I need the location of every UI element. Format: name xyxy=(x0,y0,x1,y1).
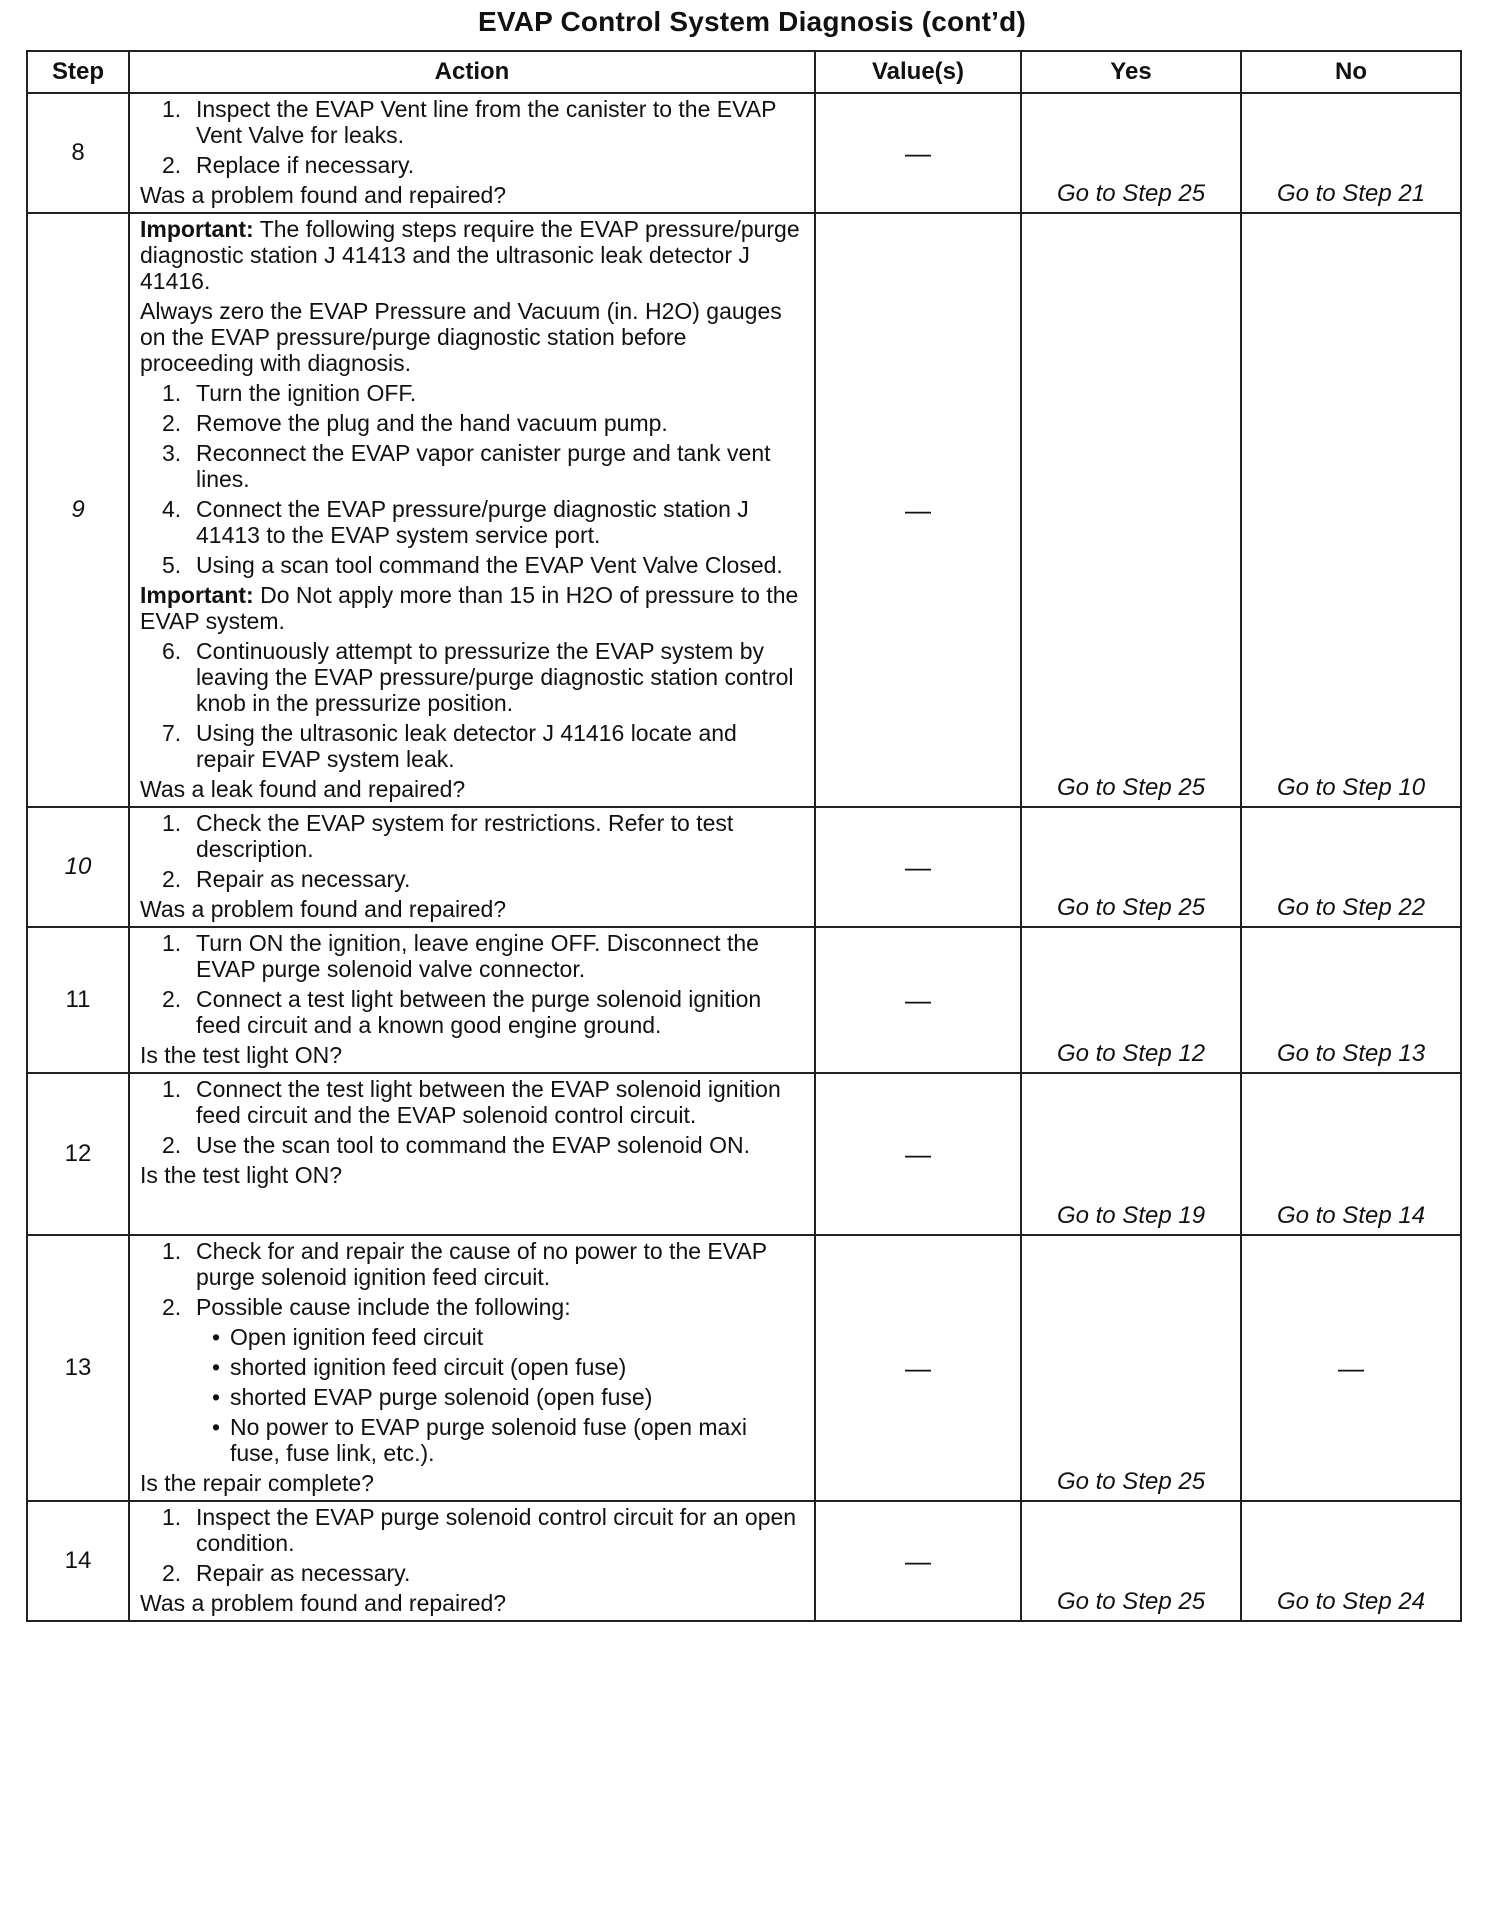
list-item xyxy=(140,152,802,178)
numbered-list xyxy=(140,930,802,1038)
yes-cell: Go to Step 19 xyxy=(1021,1073,1241,1235)
action-cell xyxy=(129,213,815,807)
question-text: Is the test light ON? xyxy=(140,1162,342,1188)
item-number: 7. xyxy=(162,720,182,746)
list-item xyxy=(140,552,802,578)
header-yes: Yes xyxy=(1021,51,1241,93)
question-text: Is the repair complete? xyxy=(140,1470,374,1496)
bullet-icon: • xyxy=(212,1324,221,1350)
instruction-paragraph xyxy=(140,298,802,376)
yes-cell: Go to Step 12 xyxy=(1021,927,1241,1073)
table-body xyxy=(27,93,1461,1621)
bullet-item xyxy=(196,1414,802,1466)
item-text: Possible cause include the following: xyxy=(196,1294,571,1320)
bullet-item xyxy=(196,1384,802,1410)
item-number: 2. xyxy=(162,1132,182,1158)
list-item xyxy=(140,930,802,982)
item-number: 1. xyxy=(162,380,182,406)
item-number: 2. xyxy=(162,1560,182,1586)
yes-cell: Go to Step 25 xyxy=(1021,807,1241,927)
item-number: 1. xyxy=(162,1504,182,1530)
yes-cell: Go to Step 25 xyxy=(1021,93,1241,213)
step-number: 8 xyxy=(27,93,129,213)
header-values: Value(s) xyxy=(815,51,1021,93)
value-cell: — xyxy=(815,807,1021,927)
list-item xyxy=(140,638,802,716)
list-item xyxy=(140,1504,802,1556)
item-number: 1. xyxy=(162,930,182,956)
numbered-list xyxy=(140,638,802,772)
table-row xyxy=(27,1235,1461,1501)
bullet-text: shorted ignition feed circuit (open fuse) xyxy=(230,1354,627,1380)
list-item xyxy=(140,440,802,492)
bullet-text: No power to EVAP purge solenoid fuse (open maxi fuse, fuse link, etc.). xyxy=(230,1414,747,1466)
list-item xyxy=(140,986,802,1038)
question-text: Is the test light ON? xyxy=(140,1042,342,1068)
important-label: Important: xyxy=(140,216,254,242)
item-number: 1. xyxy=(162,96,182,122)
item-text: Connect a test light between the purge solenoid ignition feed circuit and a known good engine ground. xyxy=(196,986,762,1038)
item-number: 2. xyxy=(162,152,182,178)
table-row xyxy=(27,1073,1461,1235)
item-number: 5. xyxy=(162,552,182,578)
table-row xyxy=(27,807,1461,927)
item-text: Replace if necessary. xyxy=(196,152,415,178)
yes-cell: Go to Step 25 xyxy=(1021,1235,1241,1501)
bullet-icon: • xyxy=(212,1384,221,1410)
no-cell: Go to Step 10 xyxy=(1241,213,1461,807)
action-cell xyxy=(129,1235,815,1501)
table-row xyxy=(27,93,1461,213)
list-item xyxy=(140,380,802,406)
numbered-list xyxy=(140,96,802,178)
item-text: Check for and repair the cause of no power to the EVAP purge solenoid ignition feed circuit. xyxy=(196,1238,767,1290)
item-text: Using a scan tool command the EVAP Vent Valve Closed. xyxy=(196,552,783,578)
action-cell xyxy=(129,1501,815,1621)
table-row xyxy=(27,213,1461,807)
step-number: 11 xyxy=(27,927,129,1073)
no-cell: Go to Step 14 xyxy=(1241,1073,1461,1235)
item-number: 2. xyxy=(162,1294,182,1320)
list-item xyxy=(140,1560,802,1586)
bullet-text: Open ignition feed circuit xyxy=(230,1324,484,1350)
action-cell xyxy=(129,93,815,213)
action-cell xyxy=(129,1073,815,1235)
item-text: Check the EVAP system for restrictions. Refer to test description. xyxy=(196,810,734,862)
bullet-icon: • xyxy=(212,1354,221,1380)
bullet-item xyxy=(196,1324,802,1350)
step-number: 12 xyxy=(27,1073,129,1235)
list-item xyxy=(140,866,802,892)
item-number: 1. xyxy=(162,1238,182,1264)
value-cell: — xyxy=(815,927,1021,1073)
header-action: Action xyxy=(129,51,815,93)
item-text: Repair as necessary. xyxy=(196,866,411,892)
no-cell: Go to Step 13 xyxy=(1241,927,1461,1073)
list-item xyxy=(140,496,802,548)
item-text: Turn ON the ignition, leave engine OFF. Disconnect the EVAP purge solenoid valve connector. xyxy=(196,930,759,982)
table-row xyxy=(27,927,1461,1073)
item-number: 1. xyxy=(162,1076,182,1102)
no-cell: Go to Step 22 xyxy=(1241,807,1461,927)
item-text: Turn the ignition OFF. xyxy=(196,380,417,406)
bullet-item xyxy=(196,1354,802,1380)
list-item xyxy=(140,1132,802,1158)
item-text: Connect the EVAP pressure/purge diagnostic station J 41413 to the EVAP system service port. xyxy=(196,496,749,548)
item-text: Inspect the EVAP purge solenoid control circuit for an open condition. xyxy=(196,1504,797,1556)
item-text: Repair as necessary. xyxy=(196,1560,411,1586)
paragraph-text: Do Not apply more than 15 in H2O of pressure to the EVAP system. xyxy=(140,582,799,634)
no-cell: Go to Step 24 xyxy=(1241,1501,1461,1621)
action-cell xyxy=(129,927,815,1073)
numbered-list xyxy=(140,380,802,578)
item-number: 2. xyxy=(162,410,182,436)
item-text: Continuously attempt to pressurize the EVAP system by leaving the EVAP pressure/purge diagnostic station control knob in the pressurize position. xyxy=(196,638,794,716)
question-text: Was a problem found and repaired? xyxy=(140,1590,507,1616)
no-cell: Go to Step 21 xyxy=(1241,93,1461,213)
item-text: Remove the plug and the hand vacuum pump. xyxy=(196,410,668,436)
numbered-list xyxy=(140,1238,802,1466)
question-text: Was a problem found and repaired? xyxy=(140,182,507,208)
item-text: Connect the test light between the EVAP solenoid ignition feed circuit and the EVAP solenoid control circuit. xyxy=(196,1076,781,1128)
numbered-list xyxy=(140,1076,802,1158)
item-number: 3. xyxy=(162,440,182,466)
list-item xyxy=(140,1294,802,1466)
numbered-list xyxy=(140,810,802,892)
item-text: Use the scan tool to command the EVAP solenoid ON. xyxy=(196,1132,750,1158)
bullet-icon: • xyxy=(212,1414,221,1440)
header-no: No xyxy=(1241,51,1461,93)
value-cell: — xyxy=(815,93,1021,213)
value-cell: — xyxy=(815,1073,1021,1235)
list-item xyxy=(140,96,802,148)
step-number: 9 xyxy=(27,213,129,807)
action-cell xyxy=(129,807,815,927)
bullet-text: shorted EVAP purge solenoid (open fuse) xyxy=(230,1384,653,1410)
page-title: EVAP Control System Diagnosis (cont’d) xyxy=(478,6,1026,37)
value-cell: — xyxy=(815,1501,1021,1621)
yes-cell: Go to Step 25 xyxy=(1021,213,1241,807)
value-cell: — xyxy=(815,213,1021,807)
diagnosis-table xyxy=(26,50,1462,1622)
header-step: Step xyxy=(27,51,129,93)
list-item xyxy=(140,810,802,862)
question-text: Was a problem found and repaired? xyxy=(140,896,507,922)
bullet-list xyxy=(196,1324,802,1466)
important-label: Important: xyxy=(140,582,254,608)
value-cell: — xyxy=(815,1235,1021,1501)
important-note xyxy=(140,582,802,634)
numbered-list xyxy=(140,1504,802,1586)
list-item xyxy=(140,410,802,436)
item-number: 2. xyxy=(162,866,182,892)
yes-cell: Go to Step 25 xyxy=(1021,1501,1241,1621)
question-text: Was a leak found and repaired? xyxy=(140,776,466,802)
paragraph-text: The following steps require the EVAP pressure/purge diagnostic station J 41413 and the ultrasonic leak detector J 41416. xyxy=(140,216,800,294)
item-number: 2. xyxy=(162,986,182,1012)
step-number: 14 xyxy=(27,1501,129,1621)
list-item xyxy=(140,1238,802,1290)
list-item xyxy=(140,1076,802,1128)
item-text: Using the ultrasonic leak detector J 41416 locate and repair EVAP system leak. xyxy=(196,720,737,772)
table-header-row xyxy=(27,51,1461,93)
item-number: 4. xyxy=(162,496,182,522)
table-row xyxy=(27,1501,1461,1621)
item-text: Inspect the EVAP Vent line from the canister to the EVAP Vent Valve for leaks. xyxy=(196,96,777,148)
list-item xyxy=(140,720,802,772)
important-note xyxy=(140,216,802,294)
paragraph-text: Always zero the EVAP Pressure and Vacuum (in. H2O) gauges on the EVAP pressure/purge diagnostic station before proceeding with diagnosis. xyxy=(140,298,782,376)
item-number: 1. xyxy=(162,810,182,836)
item-text: Reconnect the EVAP vapor canister purge and tank vent lines. xyxy=(196,440,771,492)
step-number: 13 xyxy=(27,1235,129,1501)
no-cell: — xyxy=(1241,1235,1461,1501)
item-number: 6. xyxy=(162,638,182,664)
step-number: 10 xyxy=(27,807,129,927)
